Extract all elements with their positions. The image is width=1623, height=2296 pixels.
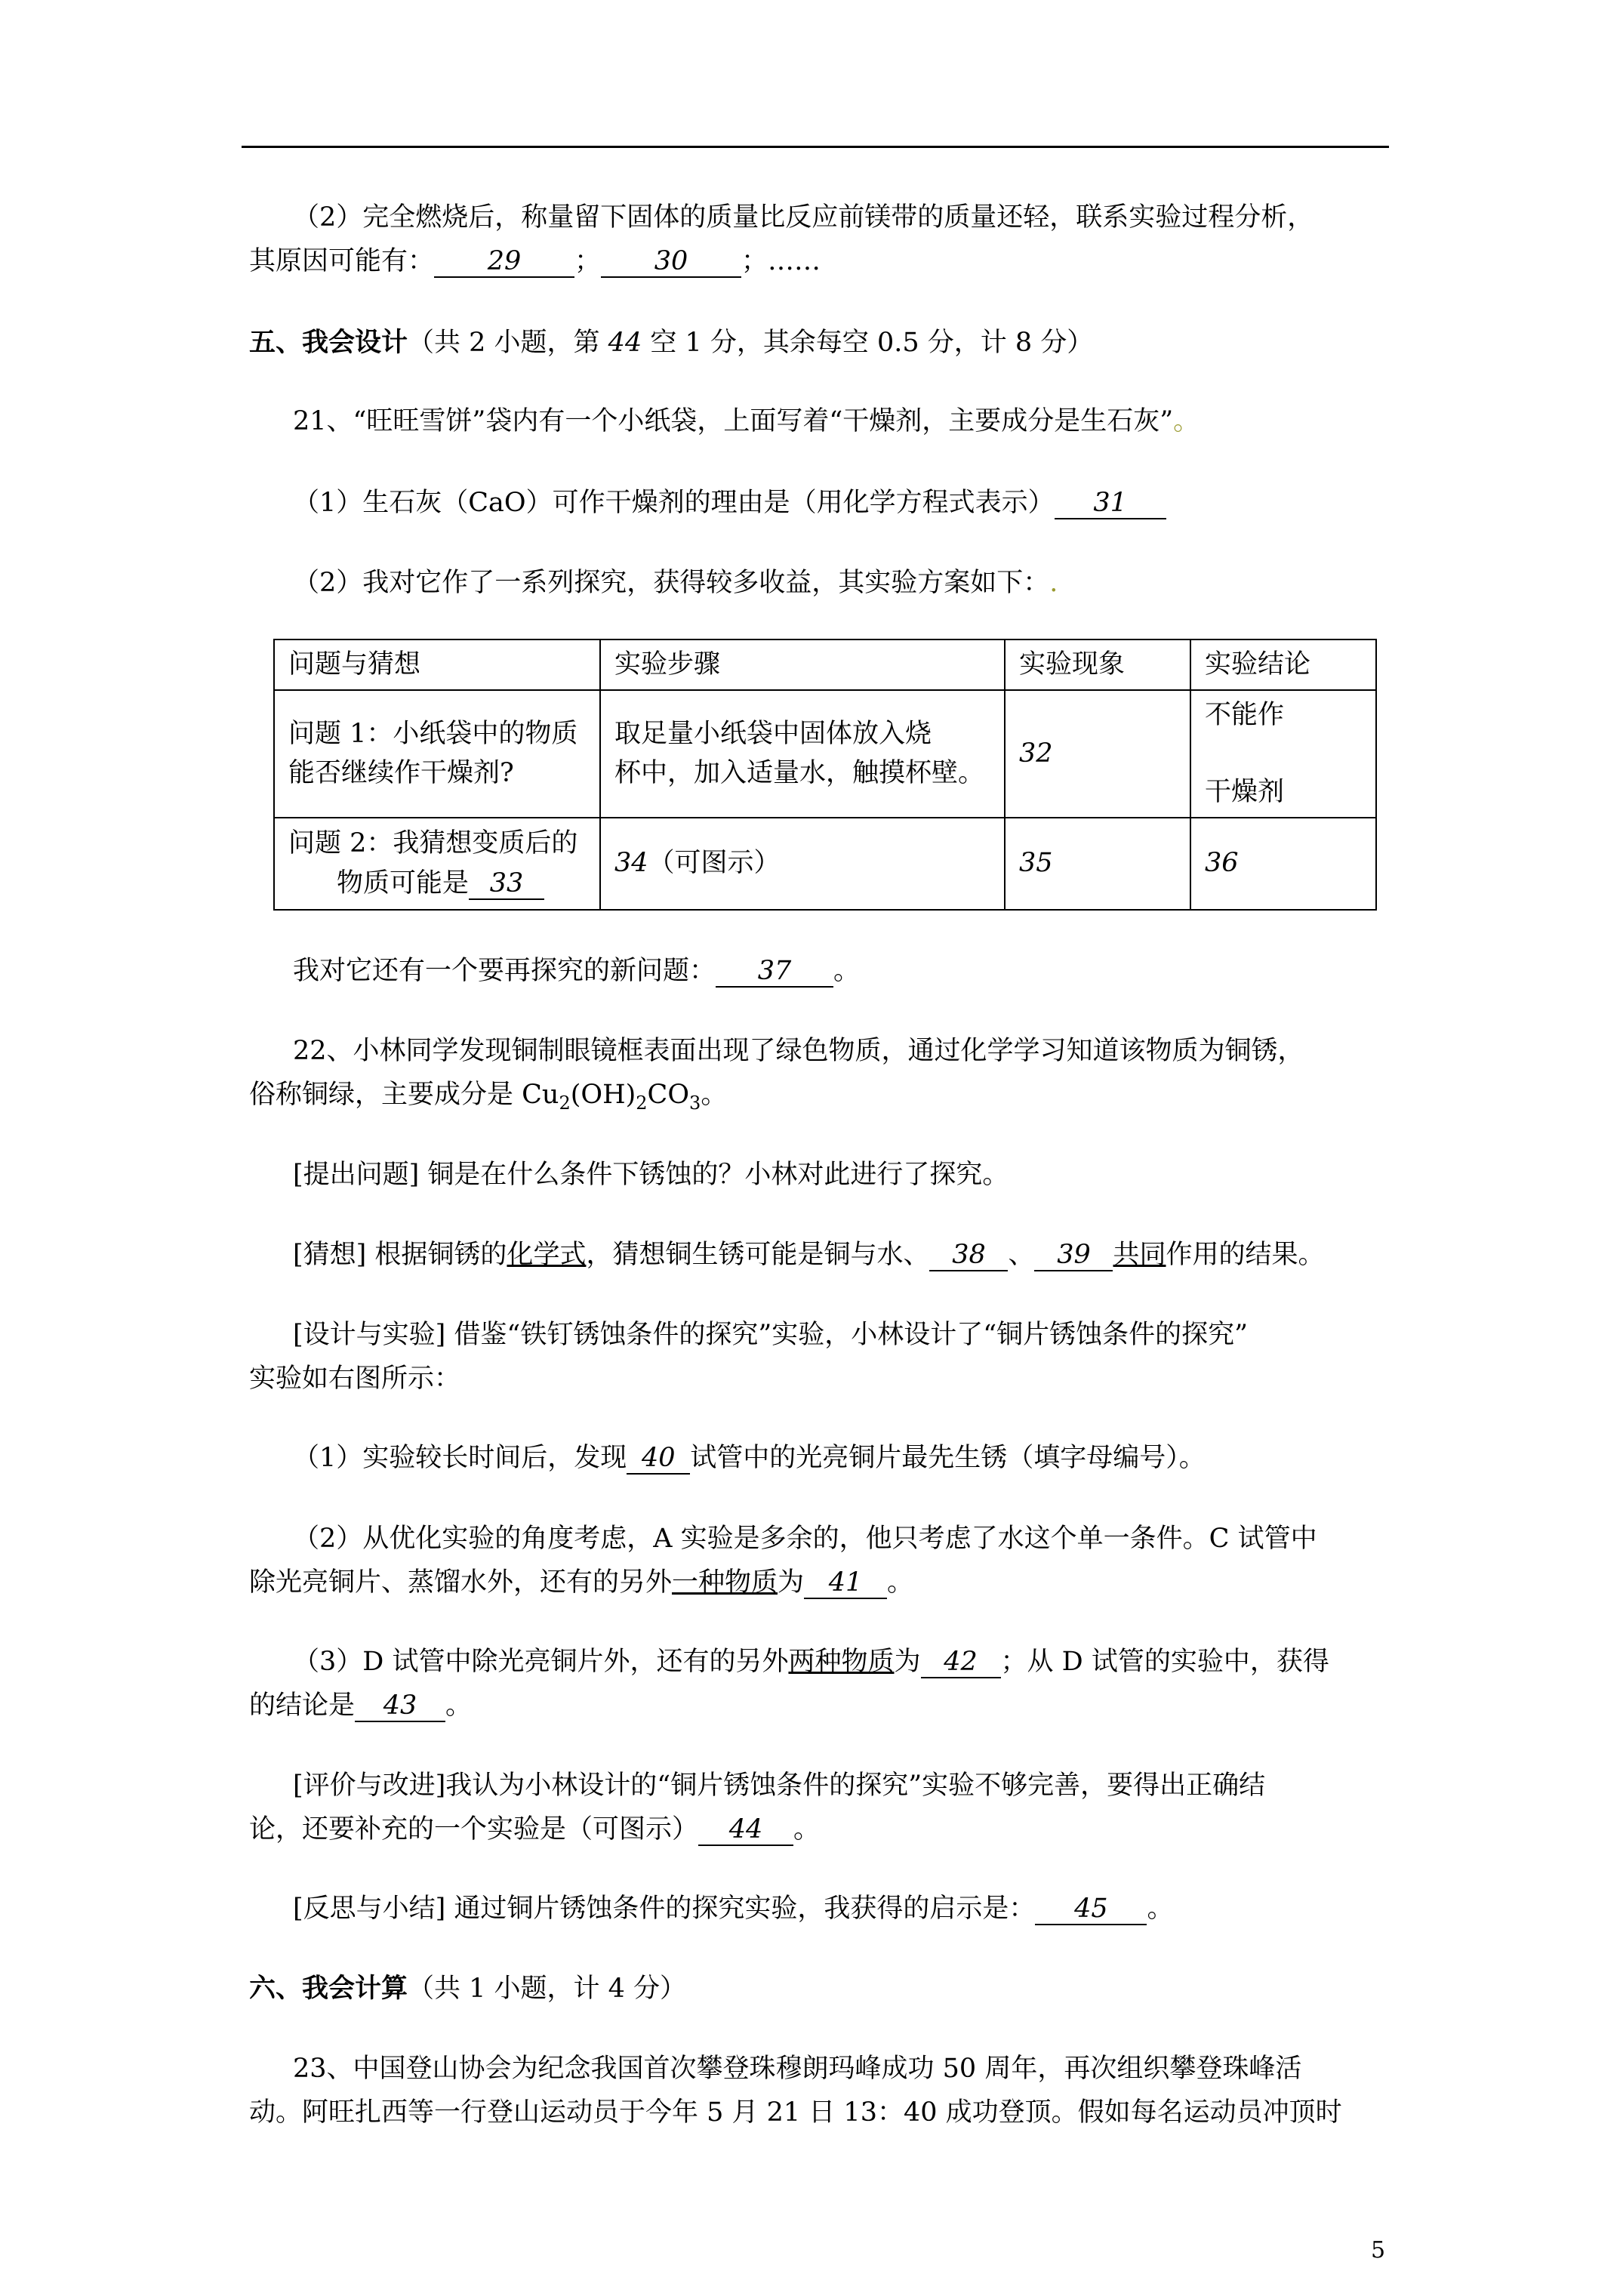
question-2-line1: 问题 2：我猜想变质后的 (288, 828, 578, 858)
guess-mid: ，猜想铜生锈可能是铜与水、 (586, 1240, 930, 1270)
answer-blank-32[interactable]: 32 (1005, 690, 1190, 818)
q22-sub3-line2-prefix: 的结论是 (249, 1690, 356, 1721)
table-header-row (274, 639, 1376, 690)
section-6-heading (249, 1969, 686, 2009)
q22-sub2-line2 (249, 1563, 1400, 1603)
question-1-cell (274, 690, 600, 818)
guess-prefix: [猜想] 根据铜锈的 (293, 1240, 507, 1270)
answer-blank-31[interactable]: 31 (1055, 488, 1166, 519)
q22-eval-line2 (249, 1810, 1400, 1850)
q22-sub2-line1: （2）从优化实验的角度考虑，A 实验是多余的，他只考虑了水这个单一条件。C 试管中 (293, 1524, 1317, 1554)
table-header-cell: 实验步骤 (600, 639, 1005, 690)
q22-sub3-underlined: 两种物质 (788, 1647, 895, 1677)
guess-suffix: 作用的结果。 (1166, 1240, 1325, 1270)
q22-stem-line1: 22、小林同学发现铜制眼镜框表面出现了绿色物质，通过化学学习知道该物质为铜锈， (293, 1036, 1304, 1066)
formula-part: (OH) (570, 1080, 636, 1110)
q22-sub3-line2 (249, 1686, 1400, 1726)
section-5-heading (249, 323, 1093, 363)
answer-blank-39[interactable]: 39 (1034, 1240, 1113, 1271)
formula-subscript: 2 (636, 1093, 648, 1114)
q23-line2: 动。阿旺扎西等一行登山运动员于今年 5 月 21 日 13：40 成功登顶。假如每名运动员冲顶时 (249, 2097, 1342, 2128)
section-5-desc-num: 44 (608, 328, 642, 358)
q21-new-question (293, 951, 1444, 991)
formula-part: CO (647, 1080, 690, 1110)
step-1-line1: 取足量小纸袋中固体放入烧 (614, 718, 932, 749)
answer-blank-45[interactable]: 45 (1035, 1894, 1147, 1925)
q22-sub2-underlined: 一种物质 (672, 1567, 778, 1598)
q4-2-line1: （2）完全燃烧后，称量留下固体的质量比反应前镁带的质量还轻，联系实验过程分析， (293, 202, 1314, 233)
q21-sub2 (293, 563, 1444, 603)
q22-guess (293, 1235, 1444, 1275)
period: 。 (793, 1814, 821, 1845)
section-5-title: 五、我会设计 (249, 327, 408, 358)
answer-blank-30[interactable]: 30 (601, 246, 741, 278)
q4-2-line2 (249, 242, 1400, 282)
q21-sub1-text: （1）生石灰（CaO）可作干燥剂的理由是（用化学方程式表示） (293, 488, 1055, 518)
q22-sub3-line1 (293, 1642, 1444, 1682)
period: 。 (833, 956, 861, 986)
question-2-prefix: 物质可能是 (337, 868, 470, 898)
answer-blank-40[interactable]: 40 (627, 1443, 690, 1475)
period: 。 (445, 1690, 473, 1721)
q21-sub1 (293, 483, 1444, 523)
question-2-line2 (288, 864, 586, 904)
q21-new-question-text: 我对它还有一个要再探究的新问题： (293, 956, 716, 986)
question-2-cell (274, 818, 600, 910)
q22-eval-line1: [评价与改进]我认为小林设计的“铜片锈蚀条件的探究”实验不够完善，要得出正确结 (293, 1771, 1266, 1801)
q21-sub2-dot: . (1049, 568, 1058, 598)
q22-sub3-mid: 为 (894, 1647, 921, 1677)
q22-sub3-suffix: ；从 D 试管的实验中，获得 (1000, 1647, 1329, 1677)
q22-eval-prefix: 论，还要补充的一个实验是（可图示） (249, 1814, 699, 1845)
section-5-desc: （共 2 小题，第 (408, 328, 608, 358)
step-1-cell (600, 690, 1005, 818)
step-1-line2: 杯中，加入适量水，触摸杯壁。 (614, 758, 985, 788)
answer-blank-43[interactable]: 43 (355, 1690, 445, 1722)
answer-blank-35[interactable]: 35 (1005, 818, 1190, 910)
answer-blank-41[interactable]: 41 (804, 1567, 887, 1599)
guess-underlined: 化学式 (507, 1240, 587, 1270)
period: 。 (1147, 1894, 1174, 1924)
conclusion-1-line2: 干燥剂 (1205, 777, 1285, 807)
step-2-cell (600, 818, 1005, 910)
q22-question: [提出问题] 铜是在什么条件下锈蚀的？小林对此进行了探究。 (293, 1160, 1009, 1190)
conclusion-1-cell (1190, 690, 1376, 818)
question-1-line2: 能否继续作干燥剂? (288, 758, 514, 788)
q22-reflect (293, 1889, 1444, 1929)
q21-stem-dot: 。 (1173, 406, 1200, 436)
q22-sub1 (293, 1438, 1444, 1478)
q22-stem-line2 (249, 1075, 1400, 1117)
q22-formula-prefix: 俗称铜绿，主要成分是 Cu (249, 1080, 559, 1110)
section-5-desc-suffix: 空 1 分，其余每空 0.5 分，计 8 分） (642, 328, 1094, 358)
answer-blank-38[interactable]: 38 (929, 1240, 1008, 1271)
q23-line1: 23、中国登山协会为纪念我国首次攀登珠穆朗玛峰成功 50 周年，再次组织攀登珠峰活 (293, 2054, 1302, 2084)
q4-2-prefix: 其原因可能有： (249, 246, 435, 276)
table-row (274, 690, 1376, 818)
q22-sub3-prefix: （3）D 试管中除光亮铜片外，还有的另外 (293, 1647, 789, 1677)
table-header-cell: 问题与猜想 (274, 639, 600, 690)
answer-blank-44[interactable]: 44 (698, 1814, 793, 1846)
section-6-desc: （共 1 小题，计 4 分） (408, 1974, 687, 2004)
separator: ； (574, 246, 602, 276)
q22-sub1-prefix: （1）实验较长时间后，发现 (293, 1443, 627, 1473)
q22-design-line1: [设计与实验] 借鉴“铁钉锈蚀条件的探究”实验，小林设计了“铜片锈蚀条件的探究” (293, 1320, 1249, 1350)
answer-blank-33[interactable]: 33 (469, 868, 544, 900)
experiment-table (273, 639, 1377, 911)
q21-stem-text: 21、“旺旺雪饼”袋内有一个小纸袋，上面写着“干燥剂，主要成分是生石灰” (293, 406, 1174, 436)
header-rule (242, 146, 1389, 148)
formula-subscript: 2 (559, 1093, 571, 1114)
period: 。 (701, 1080, 728, 1110)
formula-subscript: 3 (689, 1093, 701, 1114)
period: 。 (887, 1567, 914, 1598)
q22-sub2-prefix: 除光亮铜片、蒸馏水外，还有的另外 (249, 1567, 673, 1598)
question-1-line1: 问题 1：小纸袋中的物质 (288, 718, 578, 749)
table-header-cell: 实验结论 (1190, 639, 1376, 690)
table-header-cell: 实验现象 (1005, 639, 1190, 690)
guess-underlined-2: 共同 (1113, 1240, 1166, 1270)
conclusion-1-line1: 不能作 (1205, 699, 1285, 730)
q22-reflect-prefix: [反思与小结] 通过铜片锈蚀条件的探究实验，我获得的启示是： (293, 1894, 1036, 1924)
q21-sub2-text: （2）我对它作了一系列探究，获得较多收益，其实验方案如下： (293, 568, 1050, 598)
table-row (274, 818, 1376, 910)
answer-blank-34[interactable]: 34 (614, 848, 648, 879)
separator: 、 (1008, 1240, 1035, 1270)
step-2-note: （可图示） (648, 848, 781, 879)
separator: ；…… (741, 246, 821, 276)
q22-sub1-suffix: 试管中的光亮铜片最先生锈（填字母编号）。 (690, 1443, 1206, 1473)
answer-blank-42[interactable]: 42 (921, 1647, 1001, 1678)
q22-design-line2: 实验如右图所示： (249, 1364, 461, 1394)
q21-stem (293, 402, 1444, 442)
section-6-title: 六、我会计算 (249, 1973, 408, 2004)
q22-sub2-mid: 为 (778, 1567, 805, 1598)
answer-blank-29[interactable]: 29 (434, 246, 574, 278)
answer-blank-37[interactable]: 37 (716, 956, 833, 988)
page-number: 5 (1371, 2237, 1386, 2264)
answer-blank-36[interactable]: 36 (1190, 818, 1376, 910)
